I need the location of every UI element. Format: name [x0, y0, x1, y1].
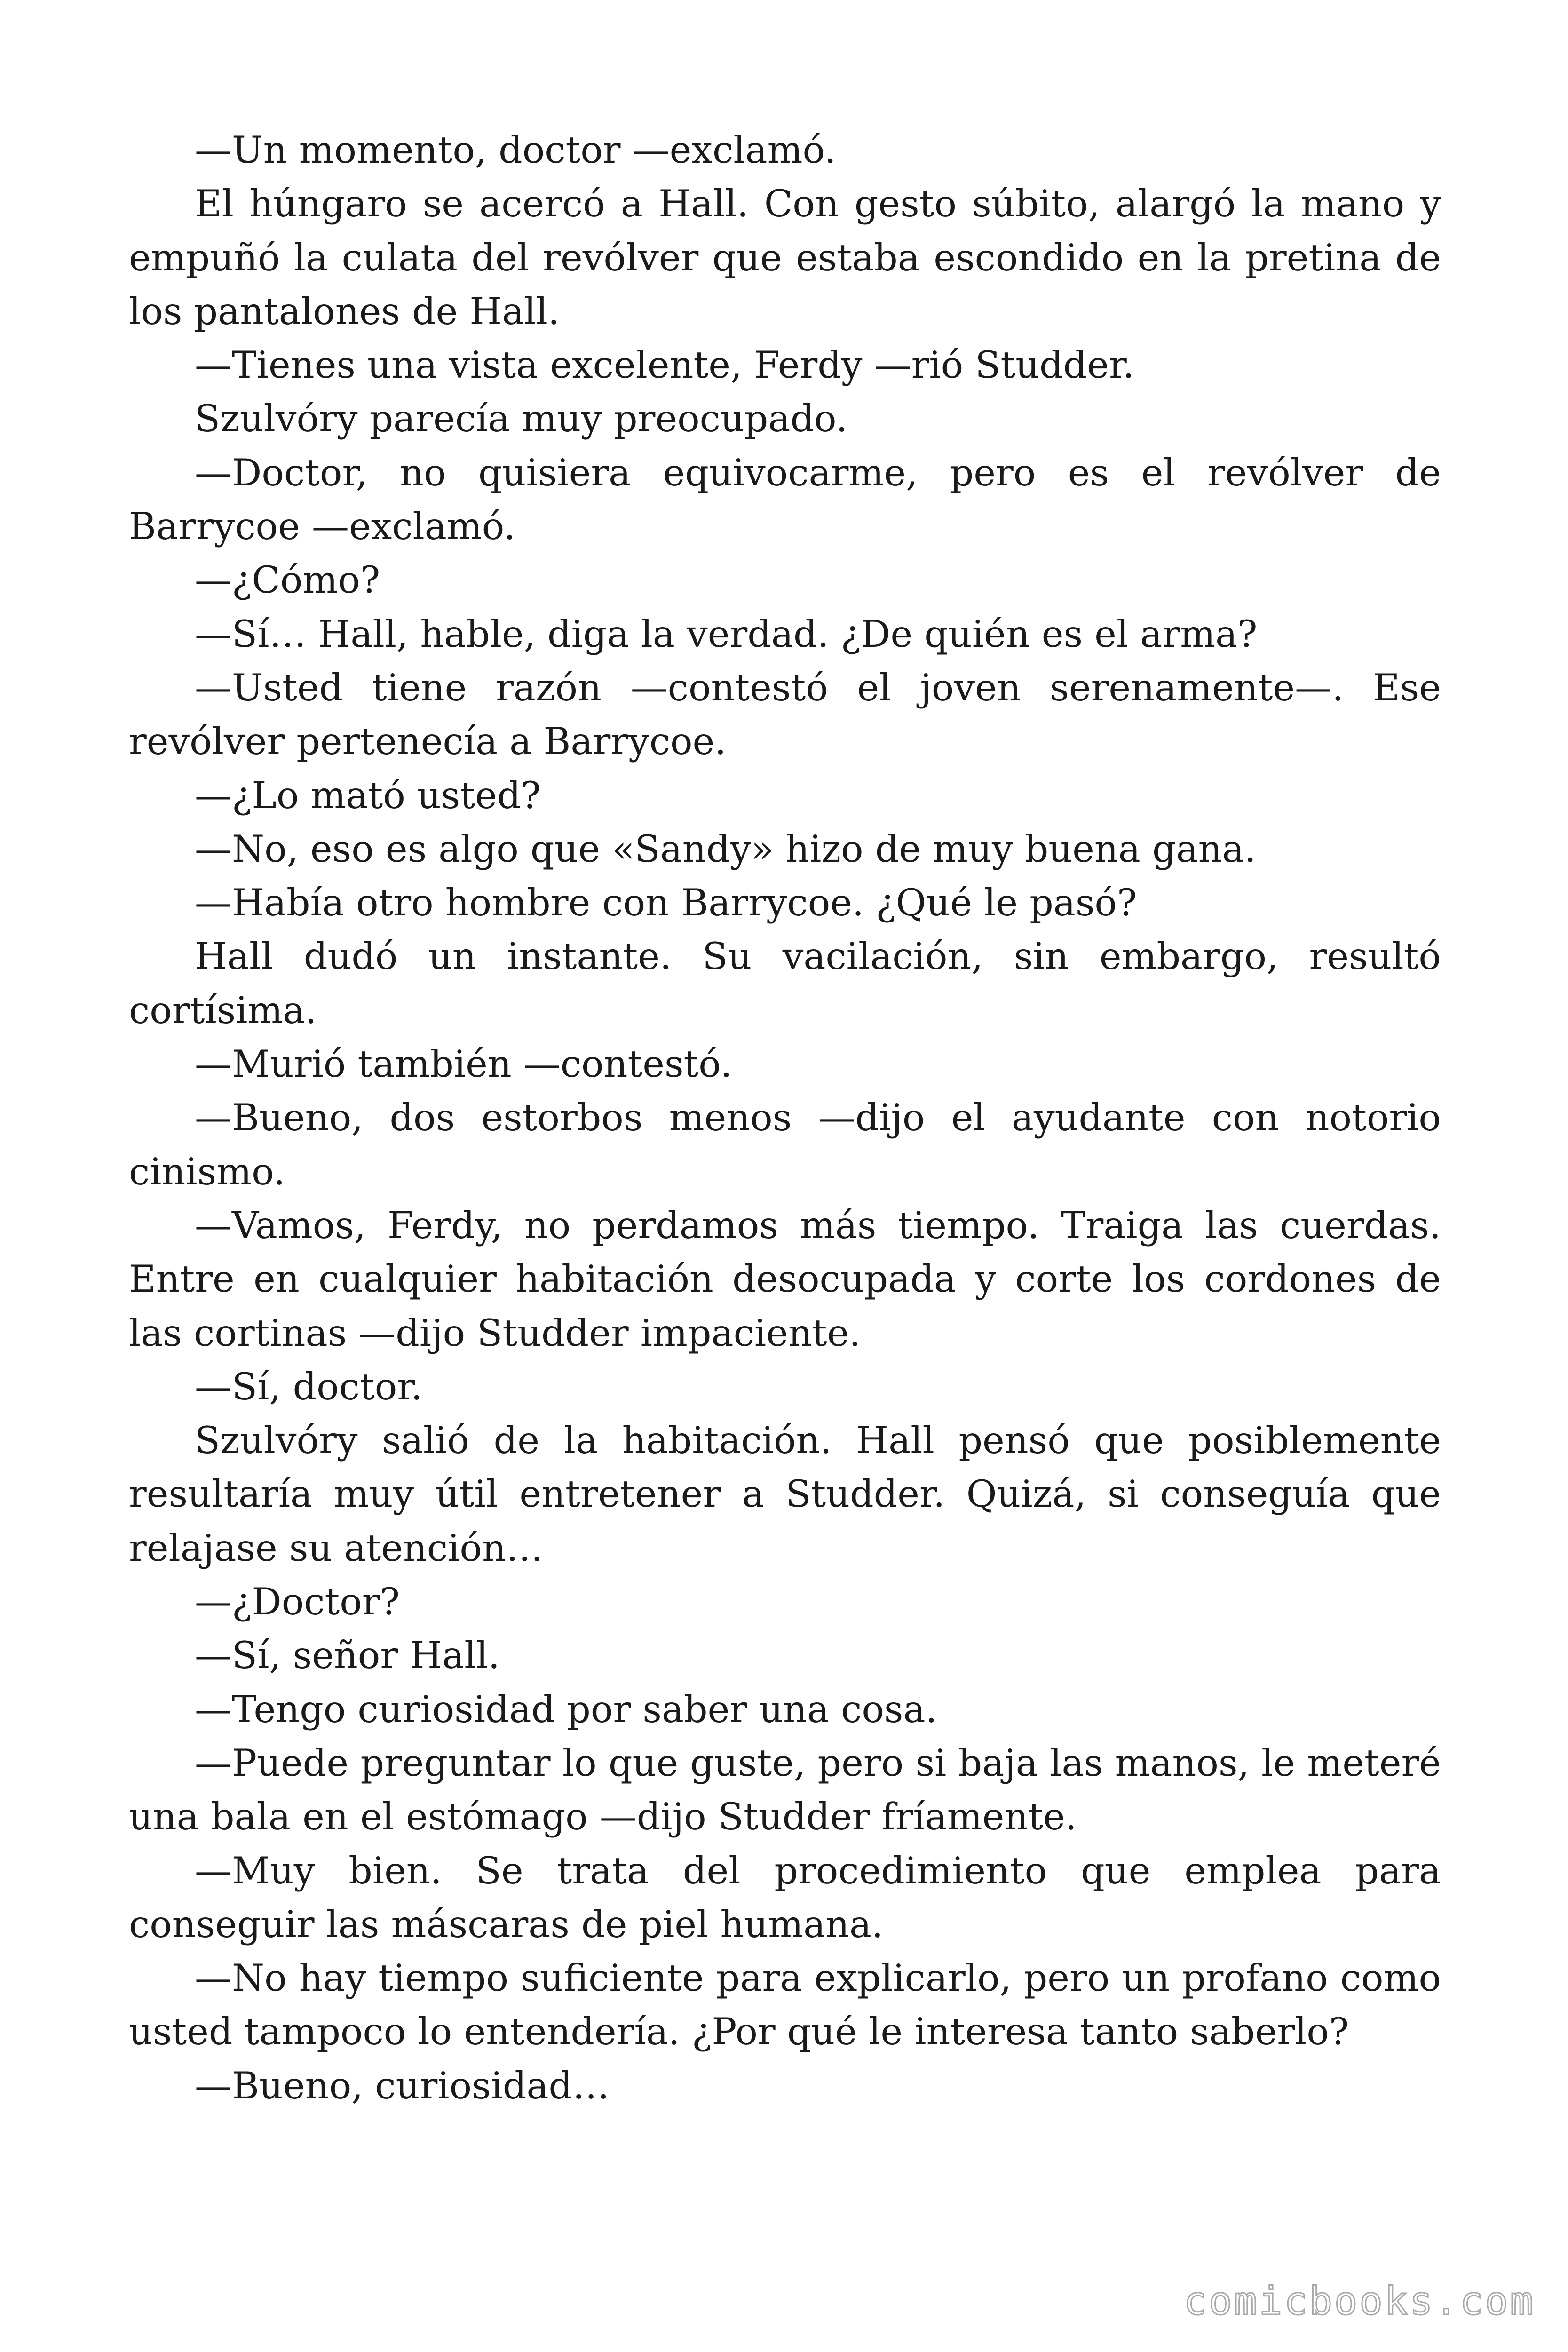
- paragraph: —Sí, doctor.: [195, 1365, 423, 1408]
- watermark: comicbooks.com: [1183, 2279, 1535, 2324]
- paragraph: —Usted tiene razón —contestó el joven serenamente—. Ese revólver pertenecía a Barrycoe.: [129, 666, 1441, 763]
- paragraph: —Bueno, dos estorbos menos —dijo el ayudante con notorio cinismo.: [129, 1096, 1441, 1193]
- paragraph: —Tienes una vista excelente, Ferdy —rió Studder.: [195, 343, 1135, 387]
- paragraph: —Sí, señor Hall.: [195, 1634, 500, 1677]
- paragraph: —Sí… Hall, hable, diga la verdad. ¿De quién es el arma?: [195, 612, 1258, 656]
- paragraph: —Puede preguntar lo que guste, pero si baja las manos, le meteré una bala en el estómago —dijo Studder fríamente.: [129, 1741, 1441, 1839]
- paragraph: —¿Cómo?: [195, 558, 380, 602]
- paragraph: —No hay tiempo suficiente para explicarlo, pero un profano como usted tampoco lo entendería. ¿Por qué le interesa tanto saberlo?: [129, 1956, 1441, 2054]
- paragraph: —No, eso es algo que «Sandy» hizo de muy buena gana.: [195, 827, 1256, 871]
- paragraph: —¿Lo mató usted?: [195, 773, 541, 817]
- paragraph: Szulvóry parecía muy preocupado.: [195, 397, 848, 441]
- paragraph: —Un momento, doctor —exclamó.: [195, 128, 836, 172]
- paragraph: Hall dudó un instante. Su vacilación, sin embargo, resultó cortísima.: [129, 935, 1441, 1032]
- paragraph: —Vamos, Ferdy, no perdamos más tiempo. Traiga las cuerdas. Entre en cualquier habitación desocupada y corte los cordones de las cortinas —dijo Studder impaciente.: [129, 1203, 1441, 1355]
- paragraph: —Tengo curiosidad por saber una cosa.: [195, 1687, 937, 1731]
- paragraph: —Bueno, curiosidad…: [195, 2064, 610, 2107]
- paragraph: El húngaro se acercó a Hall. Con gesto súbito, alargó la mano y empuñó la culata del revólver que estaba escondido en la pretina de los pantalones de Hall.: [129, 182, 1441, 333]
- paragraph: —¿Doctor?: [195, 1580, 400, 1624]
- paragraph: —Murió también —contestó.: [195, 1042, 732, 1086]
- paragraph: —Muy bien. Se trata del procedimiento que emplea para conseguir las máscaras de piel humana.: [129, 1849, 1441, 1946]
- paragraph: —Había otro hombre con Barrycoe. ¿Qué le pasó?: [195, 881, 1137, 925]
- paragraph: —Doctor, no quisiera equivocarme, pero es el revólver de Barrycoe —exclamó.: [129, 451, 1441, 548]
- page-text: [129, 123, 1441, 2113]
- paragraph: Szulvóry salió de la habitación. Hall pensó que posiblemente resultaría muy útil entretener a Studder. Quizá, si conseguía que relajase su atención…: [129, 1419, 1441, 1570]
